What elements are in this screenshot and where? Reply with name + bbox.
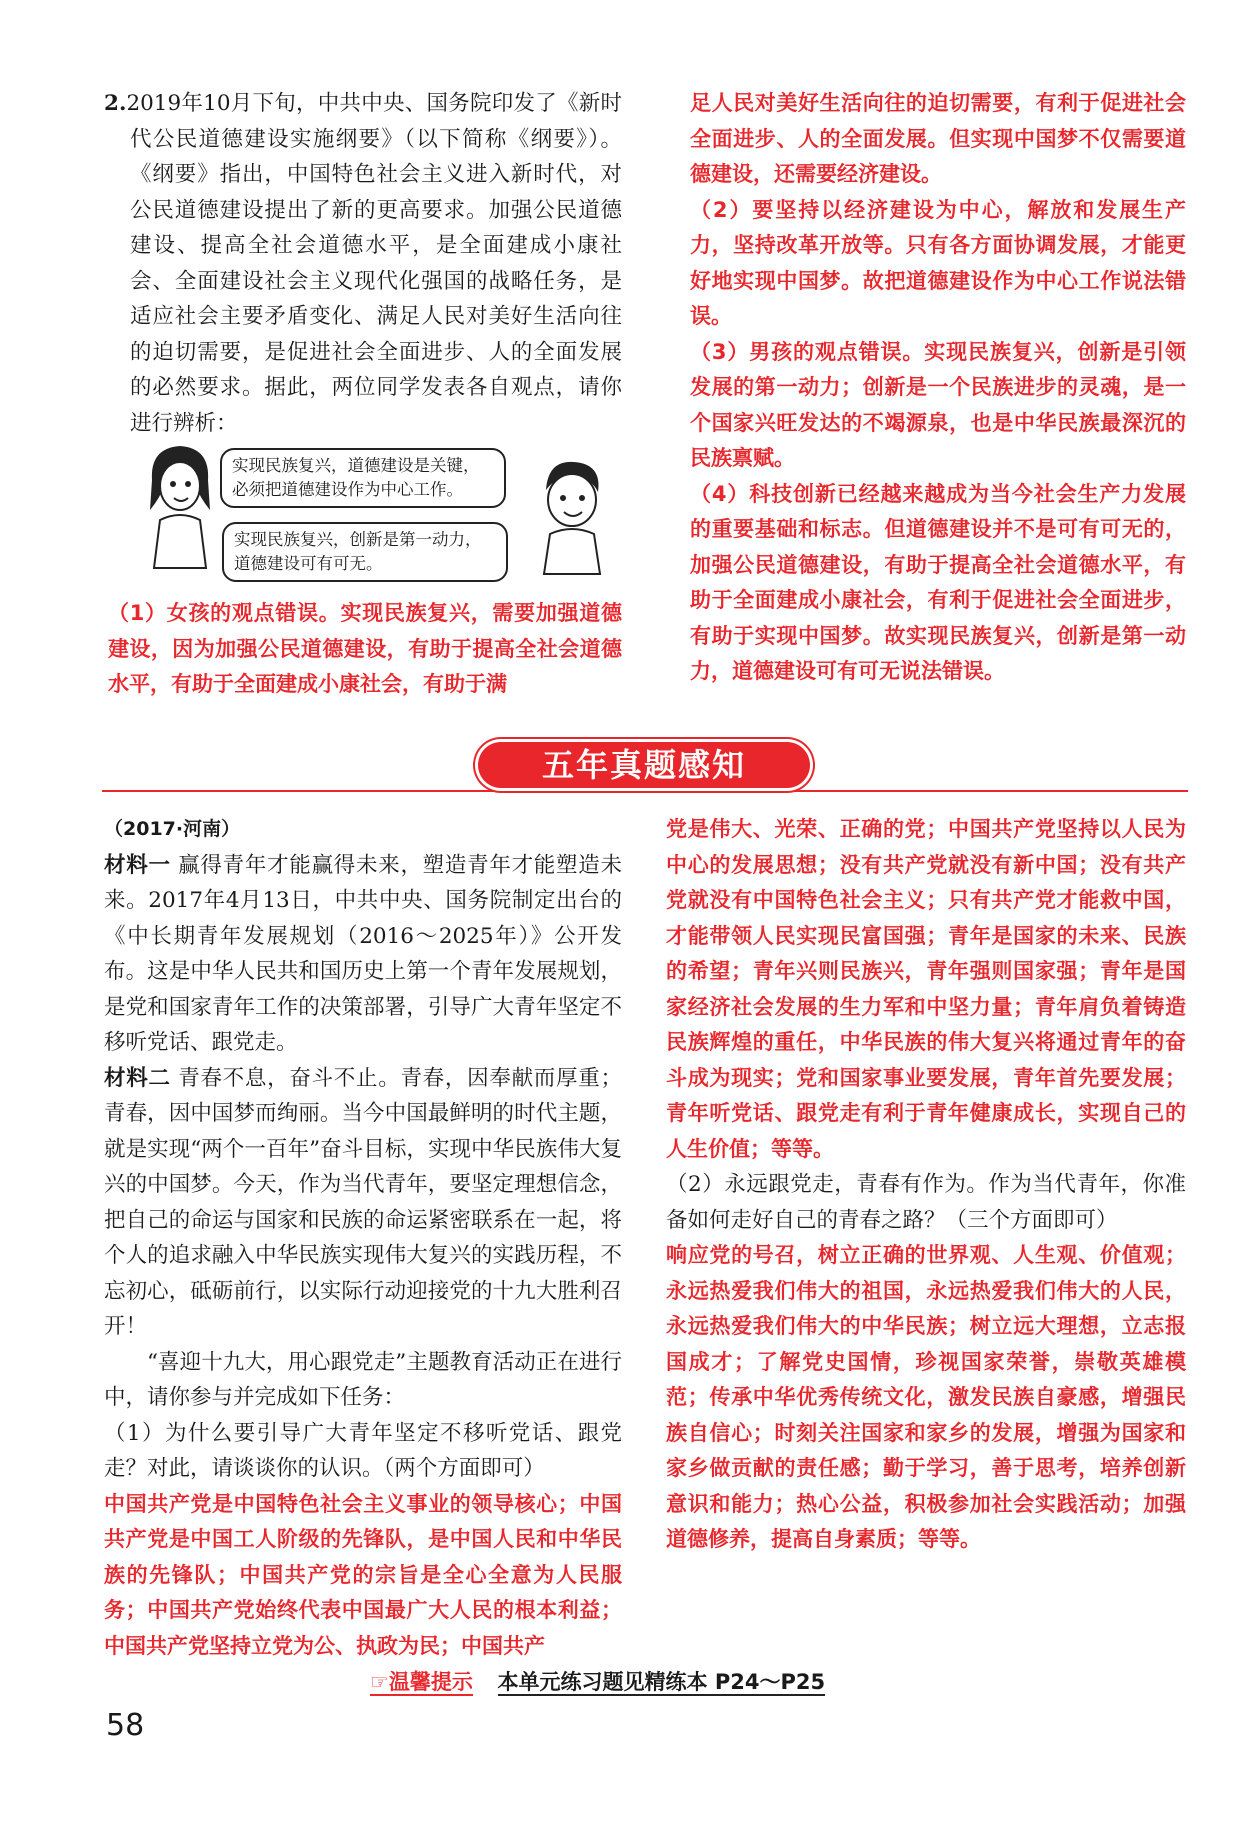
cartoon-illustration [140, 440, 622, 580]
girl-speech-bubble: 实现民族复兴，道德建设是关键，必须把道德建设作为中心工作。 [220, 448, 506, 508]
question-2 [104, 86, 622, 441]
boy-figure-icon [532, 456, 612, 576]
task-intro: “喜迎十九大，用心跟党走”主题教育活动正在进行中，请你参与并完成如下任务： [104, 1349, 622, 1410]
material-2-label: 材料二 [104, 1065, 171, 1091]
sub-question-1: （1）为什么要引导广大青年坚定不移听党话、跟党走？对此，请谈谈你的认识。（两个方面即可） [104, 1420, 622, 1481]
material-2-text: 青春不息，奋斗不止。青春，因奉献而厚重；青春，因中国梦而绚丽。当今中国最鲜明的时代主题，就是实现“两个一百年”奋斗目标，实现中华民族伟大复兴的中国梦。今天，作为当代青年，要坚定理想信念，把自己的命运与国家和民族的命运紧密联系在一起，将个人的追求融入中华民族实现伟大复兴的实践历程，不忘初心，砥砺前行，以实际行动迎接党的十九大胜利召开！ [104, 1065, 622, 1339]
tip-label: ☞温馨提示 [370, 1670, 473, 1694]
question-2-text: 2019年10月下旬，中共中央、国务院印发了《新时代公民道德建设实施纲要》（以下简称《纲要》）。《纲要》指出，中国特色社会主义进入新时代，对公民道德建设提出了新的更高要求。加强公民道德建设、提高全社会道德水平，是全面建成小康社会、全面建设社会主义现代化强国的战略任务，是适应社会主要矛盾变化、满足人民对美好生活向往的迫切需要，是促进社会全面进步、人的全面发展的必然要求。据此，两位同学发表各自观点，请你进行辨析： [126, 91, 622, 436]
page-number: 58 [106, 1708, 145, 1743]
exam-question [104, 812, 622, 1664]
section-title: 五年真题感知 [478, 742, 810, 788]
material-1-label: 材料一 [104, 852, 171, 878]
question-2-stem [104, 86, 622, 441]
material-1 [104, 848, 622, 1061]
answer-1-text: （1）女孩的观点错误。实现民族复兴，需要加强道德建设，因为加强公民道德建设，有助于提高全社会道德水平，有助于全面建成小康社会，有助于满 [108, 601, 622, 696]
sub-answer-2: 响应党的号召，树立正确的世界观、人生观、价值观；永远热爱我们伟大的祖国，永远热爱我们伟大的人民，永远热爱我们伟大的中华民族；树立远大理想，立志报国成才；了解党史国情，珍视国家荣誉，崇敬英雄模范；传承中华优秀传统文化，激发民族自豪感，增强民族自信心；时刻关注国家和家乡的发展，增强为国家和家乡做贡献的责任感；勤于学习，善于思考，培养创新意识和能力；热心公益，积极参加社会实践活动；加强道德修养，提高自身素质；等等。 [666, 1243, 1186, 1551]
exam-source: （2017·河南） [104, 818, 241, 840]
girl-figure-icon [140, 440, 220, 570]
tip-text: 本单元练习题见精练本 P24～P25 [497, 1670, 826, 1694]
sub-answer-1-right: 党是伟大、光荣、正确的党；中国共产党坚持以人民为中心的发展思想；没有共产党就没有新中国；没有共产党就没有中国特色社会主义；只有共产党才能救中国，才能带领人民实现民富国强；青年是国家的未来、民族的希望；青年兴则民族兴，青年强则国家强；青年是国家经济社会发展的生力军和中坚力量；青年肩负着铸造民族辉煌的重任，中华民族的伟大复兴将通过青年的奋斗成为现实；党和国家事业要发展，青年首先要发展；青年听党话、跟党走有利于青年健康成长，实现自己的人生价值；等等。 [666, 817, 1186, 1161]
question-2-answer-right [690, 86, 1186, 690]
section-divider [102, 790, 1188, 792]
material-2 [104, 1061, 622, 1345]
answer-4-text: （4）科技创新已经越来越成为当今社会生产力发展的重要基础和标志。但道德建设并不是可有可无的，加强公民道德建设，有助于提高全社会道德水平，有助于全面建成小康社会，有利于促进社会全面进步，有助于实现中国梦。故实现民族复兴，创新是第一动力，道德建设可有可无说法错误。 [690, 481, 1186, 683]
exam-answers-right [666, 812, 1186, 1558]
answer-2-text: （2）要坚持以经济建设为中心，解放和发展生产力，坚持改革开放等。只有各方面协调发展，才能更好地实现中国梦。故把道德建设作为中心工作说法错误。 [690, 197, 1186, 328]
footer-tip [370, 1666, 825, 1696]
sub-answer-1-left: 中国共产党是中国特色社会主义事业的领导核心；中国共产党是中国工人阶级的先锋队，是中国人民和中华民族的先锋队；中国共产党的宗旨是全心全意为人民服务；中国共产党始终代表中国最广大人民的根本利益；中国共产党坚持立党为公、执政为民；中国共产 [104, 1491, 622, 1658]
sub-question-2: （2）永远跟党走，青春有作为。作为当代青年，你准备如何走好自己的青春之路？（三个方面即可） [666, 1172, 1186, 1233]
question-number: 2. [104, 91, 127, 116]
boy-speech-bubble: 实现民族复兴，创新是第一动力，道德建设可有可无。 [222, 522, 508, 582]
answer-1-continued: 足人民对美好生活向往的迫切需要，有利于促进社会全面进步、人的全面发展。但实现中国梦不仅需要道德建设，还需要经济建设。 [690, 91, 1186, 186]
question-2-answer-left [108, 596, 622, 703]
material-1-text: 赢得青年才能赢得未来，塑造青年才能塑造未来。2017年4月13日，中共中央、国务院制定出台的《中长期青年发展规划（2016～2025年）》公开发布。这是中华人民共和国历史上第一个青年发展规划，是党和国家青年工作的决策部署，引导广大青年坚定不移听党话、跟党走。 [104, 852, 622, 1055]
answer-3-text: （3）男孩的观点错误。实现民族复兴，创新是引领发展的第一动力；创新是一个民族进步的灵魂，是一个国家兴旺发达的不竭源泉，也是中华民族最深沉的民族禀赋。 [690, 339, 1186, 470]
